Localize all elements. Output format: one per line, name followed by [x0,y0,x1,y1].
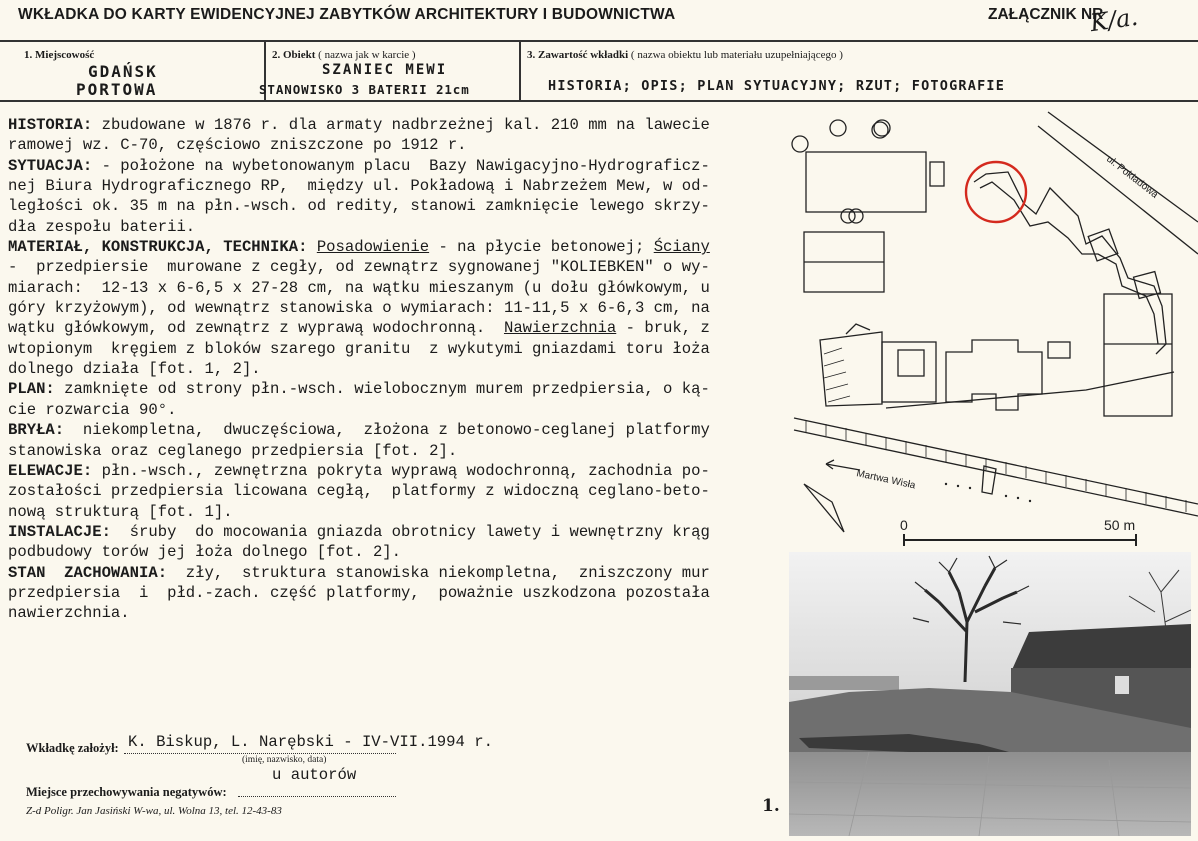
highlight-circle [966,162,1026,222]
building-low-1-inner [898,350,924,376]
description-body [8,115,780,624]
sytuacja-text-3: ległości ok. 35 m na płn.-wsch. od redity, stanowi zamknięcie lewego skrzy- [8,197,710,216]
material-text-4: góry krzyżowym), od wewnątrz stanowiska o wymiarach: 11-11,5 x 6-6,3 cm, na [8,299,710,318]
annex-label: ZAŁĄCZNIK NR [988,6,1104,23]
printer-imprint: Z-d Poligr. Jan Jasiński W-wa, ul. Wolna 13, tel. 12-43-83 [26,805,282,817]
object-value-line2: STANOWISKO 3 BATERII 21cm [259,82,470,97]
stan-text: zły, struktura stanowiska niekompletna, zniszczony mur [167,563,710,582]
object-label-number: 2. Obiekt [272,49,316,61]
author-hint: (imię, nazwisko, data) [242,755,327,765]
instalacje-text-2: podbudowy torów jej łoża dolnego [fot. 2]. [8,543,402,562]
scale-start-label: 0 [900,517,908,533]
place-value-line1: GDAŃSK [88,62,158,81]
photo-window [1115,676,1129,694]
stan-text-3: nawierzchnia. [8,604,130,623]
negatives-line [238,796,396,797]
place-label: 1. Miejscowość [24,49,95,61]
object-label [272,49,416,61]
material-text: - na płycie betonowej; [429,238,654,257]
hatching [824,348,850,402]
content-label-note: ( nazwa obiektu lub materiału uzupełniającego ) [630,49,843,61]
sytuacja-text-4: dła zespołu baterii. [8,217,196,236]
photo-scene [789,552,1191,836]
material-text-3: miarach: 12-13 x 6-6,5 x 27-28 cm, na wątku mieszanym (u dołu główkowym, u [8,278,710,297]
historia-text-2: ramowej wz. C-70, częściowo zniszczone po 1912 r. [8,136,467,155]
material-text-8: dolnego działa [fot. 1, 2]. [8,360,261,379]
battery-wall-outer [974,172,1166,354]
content-label-number: 3. Zawartość wkładki [527,49,629,61]
author-label: Wkładkę założył: [26,741,119,755]
author-value: K. Biskup, L. Narębski - IV-VII.1994 r. [128,733,493,751]
material-text-7: wtopionym kręgiem z bloków szarego granitu z wykutymi gniazdami toru łoża [8,339,710,358]
sytuacja-text-2: nej Biura Hydrograficznego RP, między ul. Pokładową i Nabrzeżem Mew, w od- [8,177,710,196]
plan-text-2: cie rozwarcia 90°. [8,400,177,419]
annex-number: K/a. [1088,2,1140,38]
elewacje-text-3: nową strukturą [fot. 1]. [8,502,233,521]
place-value-line2: PORTOWA [76,80,158,99]
water-label: Martwa Wisła [855,468,917,492]
bryla-text: niekompletna, dwuczęściowa, złożona z betonowo-ceglanej platformy [64,421,710,440]
material-text-6: - bruk, z [616,319,710,338]
street-label: ul. Pokładowa [1104,153,1160,201]
plan-label: PLAN: [8,380,55,399]
bryla-label: BRYŁA: [8,421,65,440]
negatives-label: Miejsce przechowywania negatywów: [26,785,227,799]
rail-ties [806,420,1186,512]
elewacje-label: ELEWACJE: [8,461,93,480]
instalacje-text: śruby do mocowania gniazda obrotnicy lawety i wewnętrzny krąg [110,522,710,541]
quay-dots [945,483,1031,502]
waterfront-edge-1 [794,418,1198,504]
plan-text: zamknięte od strony płn.-wsch. wielobocznym murem przedpiersia, o ką- [54,380,710,399]
author-line [124,753,396,754]
north-arrow [804,484,844,532]
header-top-rule [0,40,1198,42]
tree-4 [841,209,855,223]
nawierzchnia-term: Nawierzchnia [503,319,617,338]
stan-text-2: przedpiersia i płd.-zach. część platformy, poważnie uszkodzona pozostała [8,583,710,602]
bastion-outline [820,332,882,406]
building-cross [946,340,1042,410]
stan-label: STAN ZACHOWANIA: [8,563,168,582]
page-marker: 1. [762,796,780,816]
building-small [1048,342,1070,358]
historia-label: HISTORIA: [8,116,93,134]
object-label-note: ( nazwa jak w karcie ) [318,49,416,61]
object-value-line1: SZANIEC MEWI [322,62,448,78]
material-text-5: wątku główkowym, od zewnątrz z wyprawą wodochronną. [8,319,504,338]
header-bottom-rule [0,100,1198,102]
scale-end-label: 50 m [1104,517,1136,533]
material-text-2: - przedpiersie murowane z cegły, od zewnątrz sygnowanej "KOLIEBKEN" o wy- [8,258,710,277]
sciany-term: Ściany [653,238,710,257]
site-plan-detail [786,104,1198,548]
sytuacja-text: - położone na wybetonowanym placu Bazy Nawigacyjno-Hydrograficz- [92,156,710,175]
content-label [527,49,843,61]
building-large [1104,294,1172,416]
instalacje-label: INSTALACJE: [8,522,111,541]
elewacje-text-2: zostałości przedpiersia licowana cegłą, platformy z widoczną ceglano-beto- [8,482,710,501]
author-extra: u autorów [272,766,357,784]
posadowienie-term: Posadowienie [316,238,430,257]
building-low-1 [882,342,936,402]
pier-post [982,466,996,494]
elewacje-text: płn.-wsch., zewnętrzna pokryta wyprawą wodochronną, zachodnia po- [92,461,710,480]
photo-ground [789,752,1191,836]
photograph [789,552,1191,836]
tree-3b [874,120,890,136]
field-divider-2 [519,40,521,100]
sytuacja-label: SYTUACJA: [8,156,93,175]
historia-text: zbudowane w 1876 r. dla armaty nadbrzeżnej kal. 210 mm na lawecie [92,116,710,134]
material-label: MATERIAŁ, KONSTRUKCJA, TECHNIKA: [8,238,308,257]
photo-shed [789,676,899,690]
document-title: WKŁADKA DO KARTY EWIDENCYJNEJ ZABYTKÓW ARCHITEKTURY I BUDOWNICTWA [18,6,676,23]
content-value: HISTORIA; OPIS; PLAN SYTUACYJNY; RZUT; FOTOGRAFIE [548,78,1006,94]
tree-5 [849,209,863,223]
bryla-text-2: stanowiska oraz ceglanego przedpiersia [fot. 2]. [8,441,458,460]
